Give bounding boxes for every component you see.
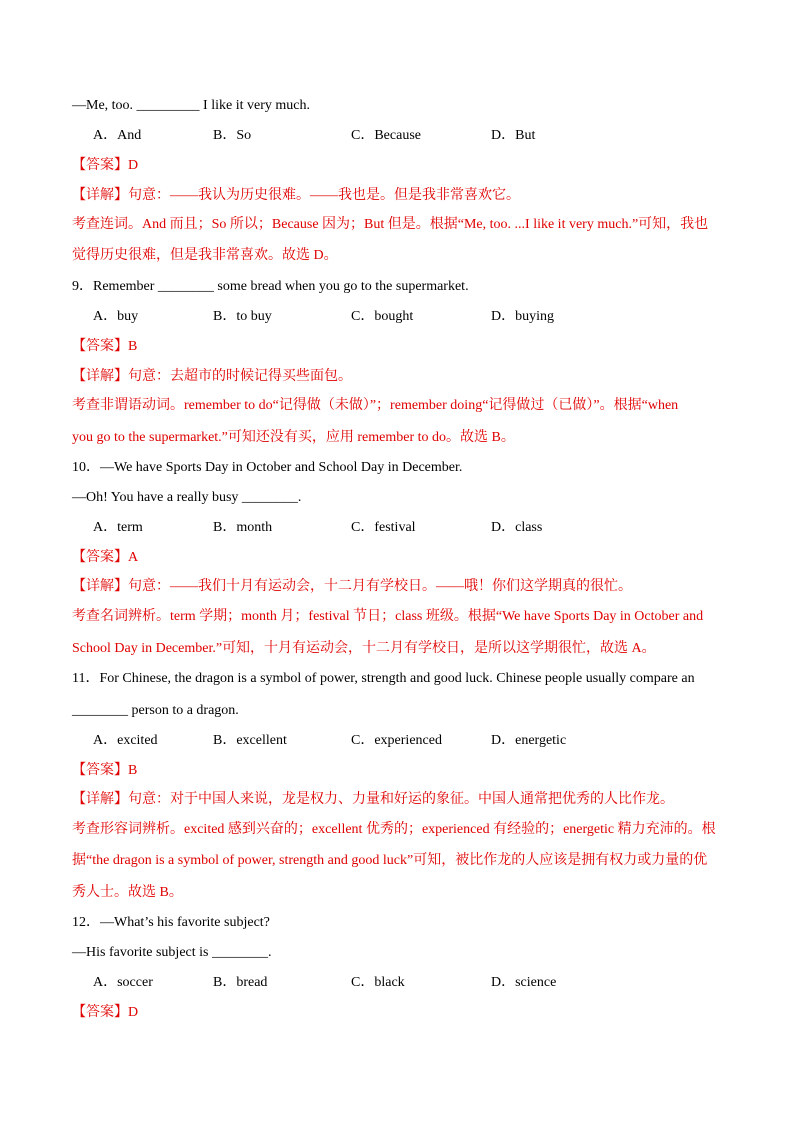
q10-option-b: B．month <box>213 520 273 535</box>
q10-analysis-line2: School Day in December.”可知，十月有运动会，十二月有学校日，是所以这学期很忙，故选 A。 <box>72 641 656 656</box>
q10-option-a: A．term <box>93 520 143 535</box>
q8-answer: 【答案】D <box>72 158 139 173</box>
q10-detail: 【详解】句意：——我们十月有运动会，十二月有学校日。——哦！你们这学期真的很忙。 <box>72 579 632 594</box>
q12-option-b: B．bread <box>213 975 268 990</box>
q10-option-d: D．class <box>491 520 543 535</box>
q8-option-d: D．But <box>491 128 536 143</box>
q10-stem-line2: —Oh! You have a really busy ________. <box>72 490 302 505</box>
q9-answer: 【答案】B <box>72 339 138 354</box>
q11-option-b: B．excellent <box>213 733 287 748</box>
q8-stem: —Me, too. _________ I like it very much. <box>72 98 310 113</box>
q9-detail: 【详解】句意：去超市的时候记得买些面包。 <box>72 369 352 384</box>
q11-analysis-line1: 考查形容词辨析。excited 感到兴奋的；excellent 优秀的；experienced 有经验的；energetic 精力充沛的。根 <box>72 822 716 837</box>
q8-detail: 【详解】句意：——我认为历史很难。——我也是。但是我非常喜欢它。 <box>72 188 520 203</box>
q9-option-a: A．buy <box>93 309 139 324</box>
q11-answer: 【答案】B <box>72 763 138 778</box>
q11-stem-line2: ________ person to a dragon. <box>72 703 239 718</box>
q12-option-c: C．black <box>351 975 405 990</box>
q9-option-d: D．buying <box>491 309 554 324</box>
q9-analysis-line2: you go to the supermarket.”可知还没有买，应用 remember to do。故选 B。 <box>72 430 515 445</box>
q11-option-c: C．experienced <box>351 733 442 748</box>
q12-stem-line2: —His favorite subject is ________. <box>72 945 272 960</box>
q10-answer: 【答案】A <box>72 550 139 565</box>
q12-option-a: A．soccer <box>93 975 153 990</box>
q12-stem-line1: 12．—What’s his favorite subject? <box>72 915 270 930</box>
q11-option-d: D．energetic <box>491 733 567 748</box>
q12-option-d: D．science <box>491 975 557 990</box>
q8-option-a: A．And <box>93 128 142 143</box>
q8-option-b: B．So <box>213 128 252 143</box>
q11-analysis-line3: 秀人士。故选 B。 <box>72 885 183 900</box>
q11-option-a: A．excited <box>93 733 158 748</box>
q8-option-c: C．Because <box>351 128 421 143</box>
q10-option-c: C．festival <box>351 520 416 535</box>
q9-stem: 9．Remember ________ some bread when you go to the supermarket. <box>72 279 469 294</box>
q10-analysis-line1: 考查名词辨析。term 学期；month 月；festival 节日；class 班级。根据“We have Sports Day in October and <box>72 609 704 624</box>
q8-analysis-line1: 考查连词。And 而且；So 所以；Because 因为；But 但是。根据“Me, too. ...I like it very much.”可知，我也 <box>72 217 709 232</box>
q11-stem-line1: 11．For Chinese, the dragon is a symbol of power, strength and good luck. Chinese people usually compare an <box>72 671 695 686</box>
q8-analysis-line2: 觉得历史很难，但是我非常喜欢。故选 D。 <box>72 248 338 263</box>
q9-option-b: B．to buy <box>213 309 272 324</box>
q10-stem-line1: 10．—We have Sports Day in October and School Day in December. <box>72 460 463 475</box>
q9-analysis-line1: 考查非谓语动词。remember to do“记得做（未做）”；remember doing“记得做过（已做）”。根据“when <box>72 398 679 413</box>
q11-analysis-line2: 据“the dragon is a symbol of power, strength and good luck”可知，被比作龙的人应该是拥有权力或力量的优 <box>72 853 708 868</box>
q12-answer: 【答案】D <box>72 1005 139 1020</box>
q9-option-c: C．bought <box>351 309 414 324</box>
q11-detail: 【详解】句意：对于中国人来说，龙是权力、力量和好运的象征。中国人通常把优秀的人比作龙。 <box>72 792 674 807</box>
